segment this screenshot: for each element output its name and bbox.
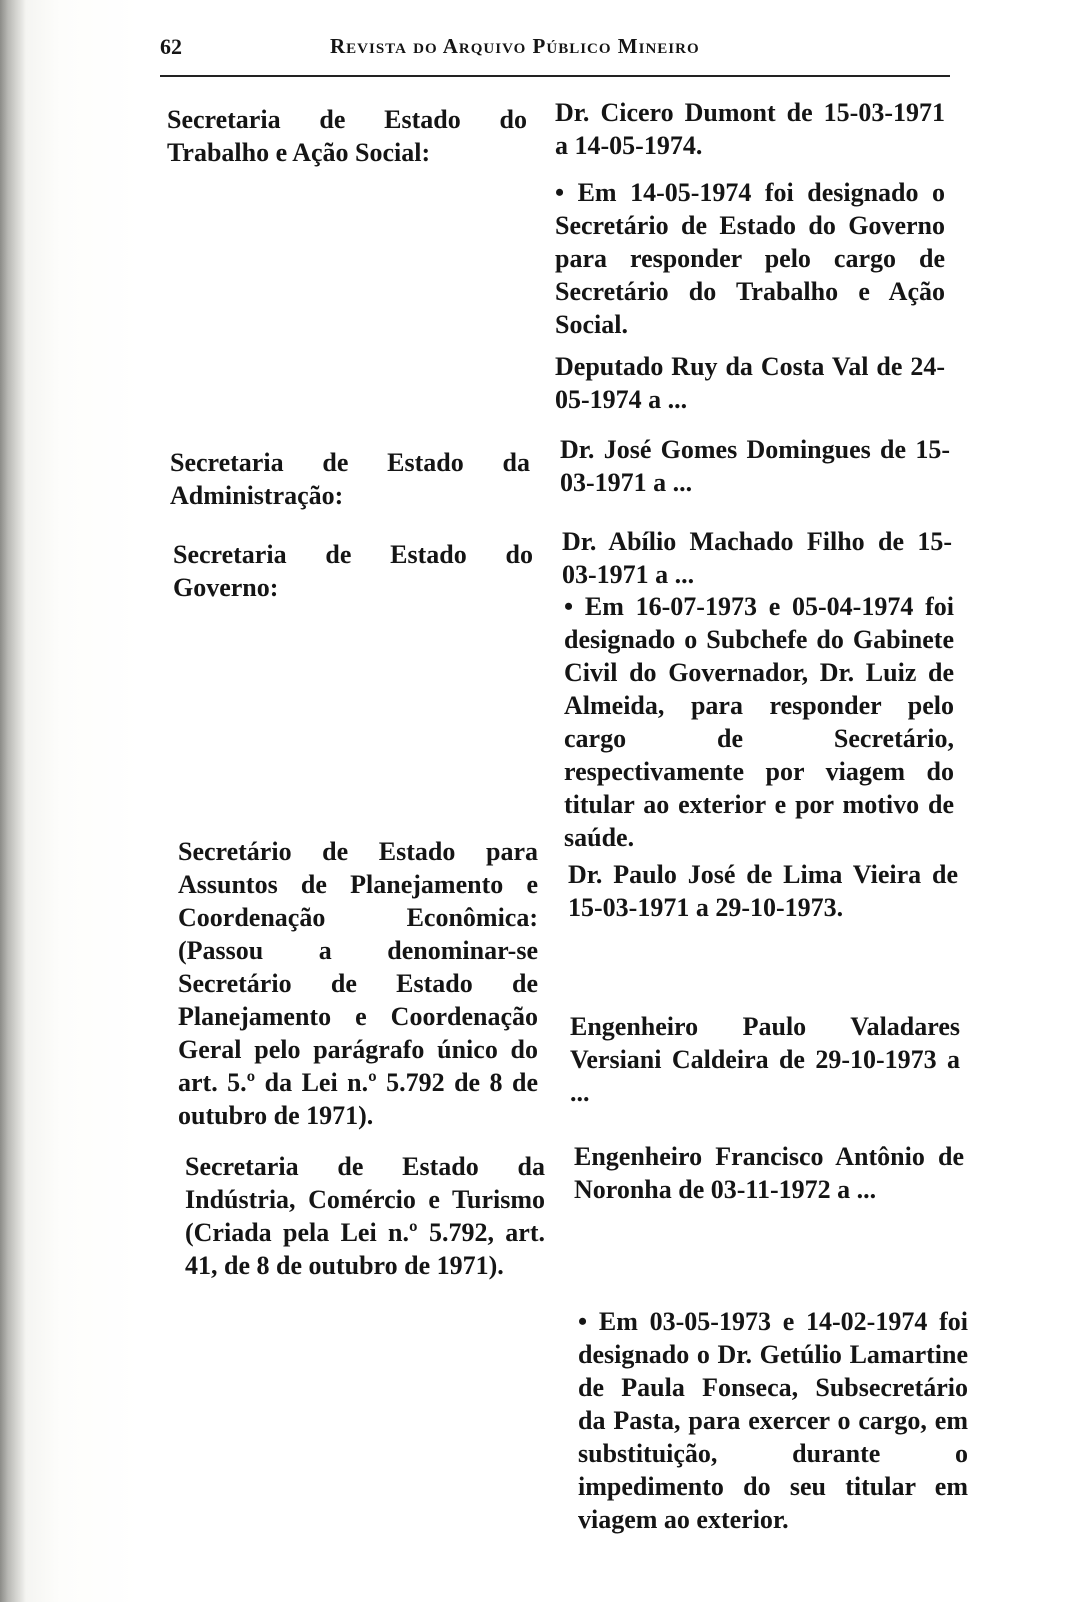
footnote-entry: • Em 03-05-1973 e 14-02-1974 foi designado o Dr. Getúlio Lamartine de Paula Fonseca, Subsecretário da Pasta, para exercer o cargo, em substituição, durante o impedimento do seu titular em viagem ao exterior. [578, 1307, 968, 1534]
office-label-industria: Secretaria de Estado da Indústria, Comércio e Turismo (Criada pela Lei n.º 5.792, art. 41, de 8 de outubro de 1971). [185, 1152, 545, 1280]
office-label-trabalho: Secretaria de Estado do Trabalho e Ação Social: [167, 105, 527, 167]
office-label-governo: Secretaria de Estado do Governo: [173, 540, 533, 602]
header-rule [160, 75, 950, 77]
holder-entry: Dr. Abílio Machado Filho de 15-03-1971 a ... [562, 527, 952, 589]
footnote-entry: • Em 16-07-1973 e 05-04-1974 foi designado o Subchefe do Gabinete Civil do Governador, Dr. Luiz de Almeida, para responder pelo cargo de Secretário, respectivamente por viagem do titular ao exterior e por motivo de saúde. [564, 592, 954, 852]
holder-entry: Dr. José Gomes Domingues de 15-03-1971 a ... [560, 435, 950, 497]
page-header [160, 30, 950, 70]
holder-entry: Dr. Cicero Dumont de 15-03-1971 a 14-05-1974. [555, 98, 945, 160]
book-spine-shadow [0, 0, 26, 1602]
holder-entry: Engenheiro Francisco Antônio de Noronha de 03-11-1972 a ... [574, 1142, 964, 1204]
footnote-entry: • Em 14-05-1974 foi designado o Secretário de Estado do Governo para responder pelo cargo de Secretário do Trabalho e Ação Social. [555, 178, 945, 339]
holder-entry: Deputado Ruy da Costa Val de 24-05-1974 a ... [555, 352, 945, 414]
journal-title: Revista do Arquivo Público Mineiro [330, 34, 700, 58]
office-label-administracao: Secretaria de Estado da Administração: [170, 448, 530, 510]
office-label-planejamento: Secretário de Estado para Assuntos de Planejamento e Coordenação Econômica: (Passou a denominar-se Secretário de Estado de Planejamento e Coordenação Geral pelo parágrafo único do art. 5.º da Lei n.º 5.792 de 8 de outubro de 1971). [178, 837, 538, 1130]
holder-entry: Dr. Paulo José de Lima Vieira de 15-03-1971 a 29-10-1973. [568, 860, 958, 922]
page-number: 62 [160, 34, 182, 59]
holder-entry: Engenheiro Paulo Valadares Versiani Caldeira de 29-10-1973 a ... [570, 1012, 960, 1107]
